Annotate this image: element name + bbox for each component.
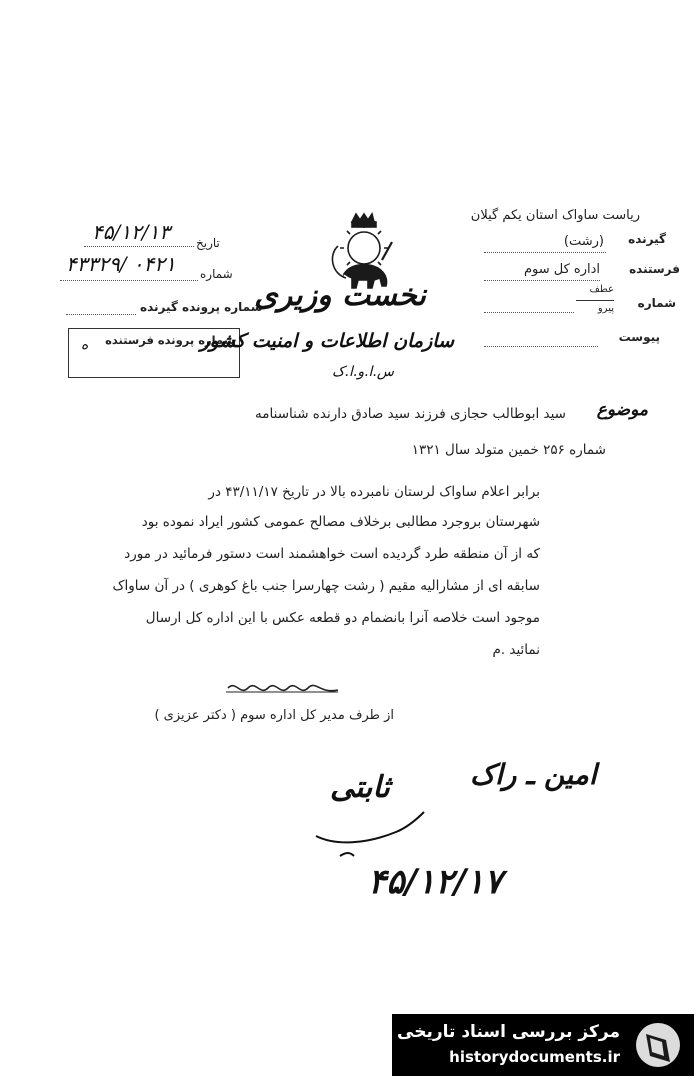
recipient-file-label: شماره پرونده گیرنده: [140, 300, 263, 314]
body-line-4: سابقه ای از مشارالیه مقیم ( رشت چهارسرا جنب باغ کوهری ) در آن ساواک: [112, 578, 540, 594]
footer-watermark: [392, 1014, 694, 1076]
sender-file-label: شماره پرونده فرستنده: [105, 333, 235, 347]
sender-file-mark: ه: [81, 337, 89, 353]
to-note: (رشت): [563, 234, 604, 249]
number-label: شماره: [200, 267, 233, 281]
subject-label: موضوع: [596, 400, 648, 420]
from-label: فرستنده: [629, 262, 680, 276]
attachment-label: پیوست: [618, 330, 660, 344]
org-code: س.ا.و.ا.ک: [332, 364, 394, 380]
org-name: سازمان اطلاعات و امنیت کشور: [200, 330, 454, 352]
from-value: اداره کل سوم: [523, 262, 600, 277]
number-value: ۴۳۳۲۹/ ۰۴۲۱: [66, 252, 176, 276]
header-number-label: شماره: [637, 296, 676, 310]
date-label: تاریخ: [196, 236, 220, 250]
body-line-6: نمائید .م: [492, 642, 540, 658]
footer-url: historydocuments.ir: [449, 1048, 620, 1066]
from-underline: [484, 280, 600, 281]
to-underline: [484, 252, 606, 253]
number-underline: [60, 280, 198, 281]
initials-stamp-icon: [224, 676, 344, 696]
subject-line-2: شماره ۲۵۶ خمین متولد سال ۱۳۲۱: [411, 442, 606, 458]
footer-name: مرکز بررسی اسناد تاریخی: [397, 1022, 620, 1042]
body-line-5: موجود است خلاصه آنرا بانضمام دو قطعه عکس با این اداره کل ارسال: [145, 610, 540, 626]
signer-line: از طرف مدیر کل اداره سوم ( دکتر عزیزی ): [154, 708, 394, 723]
signature-flourish-icon: [310, 800, 430, 860]
subject-line-1: سید ابوطالب حجازی فرزند سید صادق دارنده شناسنامه: [255, 406, 566, 422]
number-sub-bottom: پیرو: [597, 303, 614, 314]
archive-logo-icon: [632, 1020, 684, 1070]
attachment-underline: [484, 346, 598, 347]
body-line-2: شهرستان بروجرد مطالبی برخلاف مصالح عمومی کشور ایراد نموده بود: [141, 514, 540, 530]
recipient-file-underline: [66, 314, 136, 315]
date-value: ۴۵/۱۲/۱۳: [92, 220, 170, 244]
handwritten-note: امین ـ راک: [470, 758, 597, 791]
handwritten-initials: ثابتی: [330, 770, 390, 805]
body-line-1: برابر اعلام ساواک لرستان نامبرده بالا در تاریخ ۴۳/۱۱/۱۷ در: [208, 484, 540, 500]
to-label: گیرنده: [628, 232, 666, 246]
header-number-underline: [484, 312, 574, 313]
handwritten-date: ۴۵/۱۲/۱۷: [368, 862, 503, 902]
date-underline: [84, 246, 194, 247]
page-title: نخست وزیری: [254, 278, 426, 313]
number-sub-divider: [576, 300, 614, 301]
number-sub-top: عطف: [589, 284, 614, 295]
body-line-3: که از آن منطقه طرد گردیده است خواهشمند است دستور فرمائید در مورد: [124, 546, 540, 562]
to-value: ریاست ساواک استان یکم گیلان: [470, 208, 640, 223]
